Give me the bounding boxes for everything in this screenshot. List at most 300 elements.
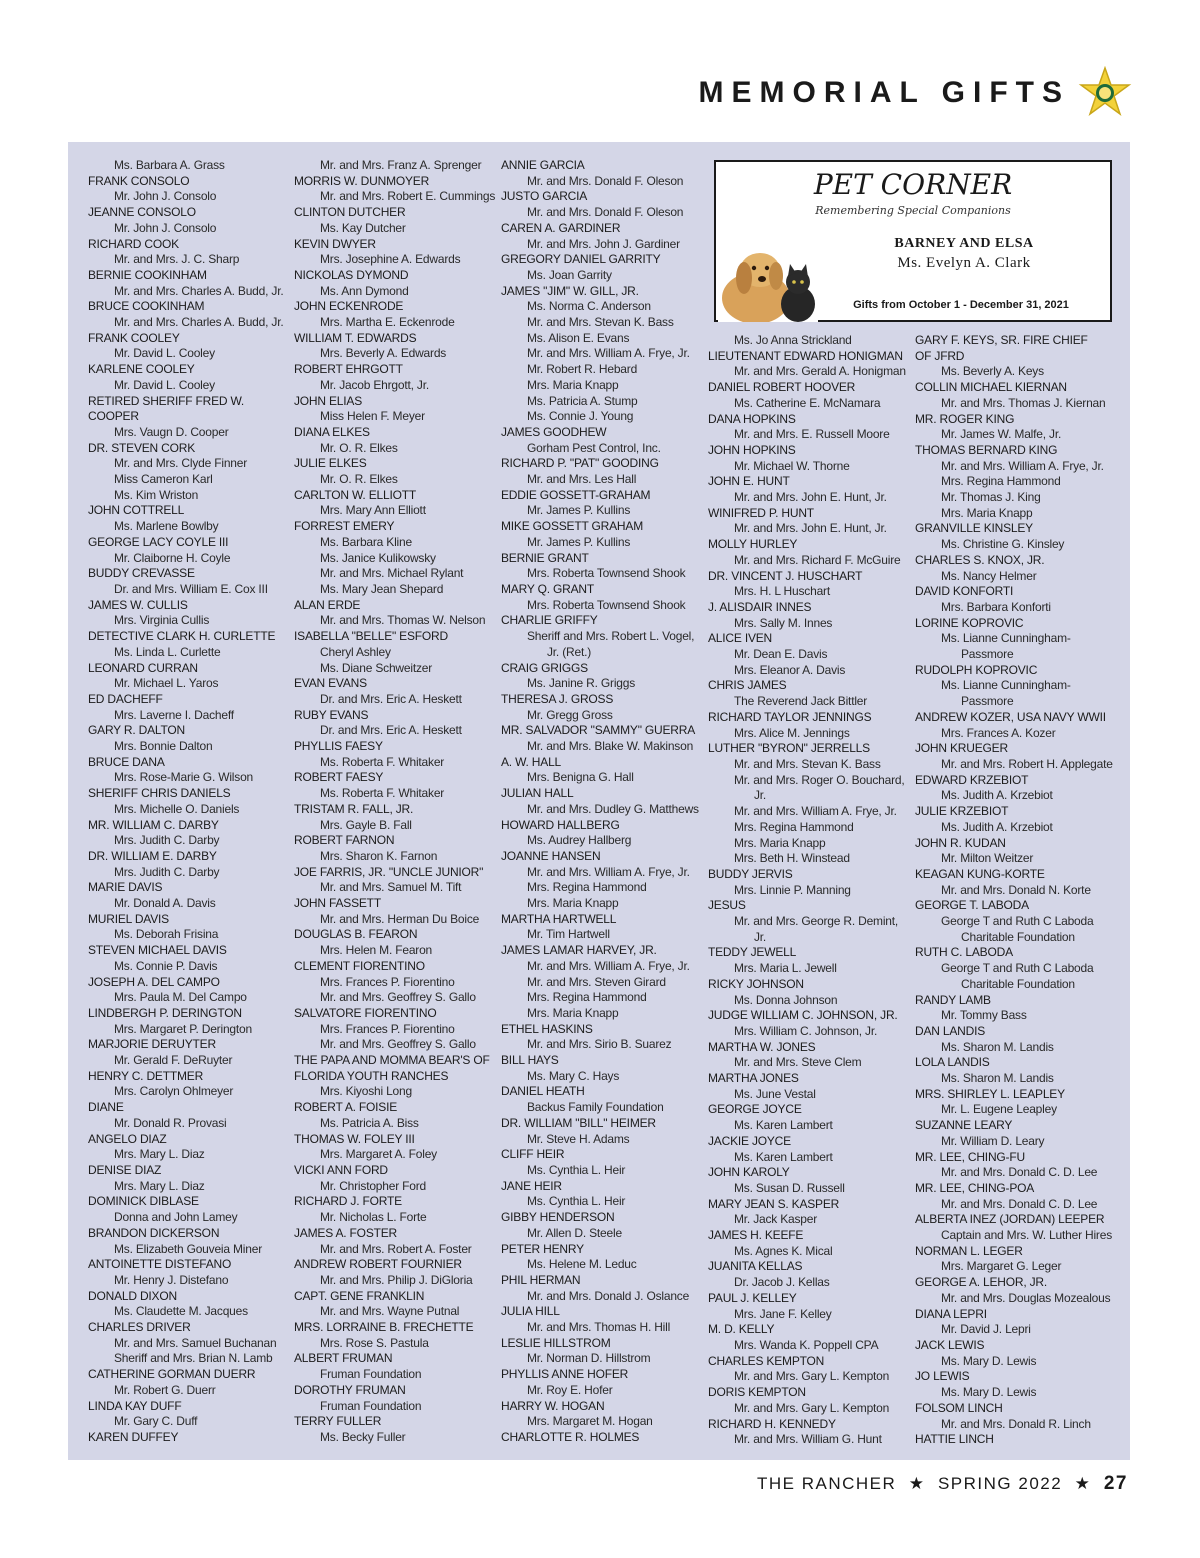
honoree-name: CHARLIE GRIFFY xyxy=(501,613,598,628)
honoree-name: ANDREW KOZER, USA NAVY WWII xyxy=(915,709,1106,724)
pet-corner-subtitle: Remembering Special Companions xyxy=(815,204,1011,217)
donor-name: Mr. L. Eugene Leapley xyxy=(941,1102,1057,1117)
honoree-name: JAMES "JIM" W. GILL, JR. xyxy=(501,283,639,298)
honoree-name: J. ALISDAIR INNES xyxy=(708,599,812,614)
honoree-name: ANGELO DIAZ xyxy=(88,1131,167,1146)
donor-name: Ms. Norma C. Anderson xyxy=(527,299,651,314)
donor-name: Mrs. Kiyoshi Long xyxy=(320,1084,412,1099)
honoree-name: BRANDON DICKERSON xyxy=(88,1225,220,1240)
donor-name: Mr. Claiborne H. Coyle xyxy=(114,550,231,565)
donor-name: Ms. Lianne Cunningham- xyxy=(941,631,1071,646)
honoree-name: CHRIS JAMES xyxy=(708,678,787,693)
donor-name: Mrs. Alice M. Jennings xyxy=(734,725,850,740)
donor-name: Ms. Lianne Cunningham- xyxy=(941,678,1071,693)
honoree-name: HATTIE LINCH xyxy=(915,1432,994,1447)
donor-name: Mrs. Frances P. Fiorentino xyxy=(320,974,455,989)
donor-name: Mr. and Mrs. Thomas W. Nelson xyxy=(320,613,486,628)
donor-name: Mrs. Maria Knapp xyxy=(527,896,619,911)
memorial-column-4 xyxy=(708,333,913,1448)
honoree-name: JOANNE HANSEN xyxy=(501,848,601,863)
donor-name: Mrs. Barbara Konforti xyxy=(941,599,1051,614)
donor-name: Mrs. Sharon K. Farnon xyxy=(320,848,438,863)
donor-name: Mrs. Rose S. Pastula xyxy=(320,1335,429,1350)
honoree-name: JAMES W. CULLIS xyxy=(88,597,188,612)
donor-name: Ms. Connie J. Young xyxy=(527,409,634,424)
honoree-name: JOHN R. KUDAN xyxy=(915,835,1006,850)
donor-name: Ms. Cynthia L. Heir xyxy=(527,1194,626,1209)
donor-name: Mrs. Judith C. Darby xyxy=(114,864,220,879)
donor-name: Dr. and Mrs. Eric A. Heskett xyxy=(320,691,462,706)
donor-name: Ms. Linda L. Curlette xyxy=(114,644,221,659)
honoree-name: LINDBERGH P. DERINGTON xyxy=(88,1005,242,1020)
honoree-name: RETIRED SHERIFF FRED W. xyxy=(88,393,245,408)
honoree-name: WINIFRED P. HUNT xyxy=(708,505,814,520)
donor-name: Mrs. Margaret A. Foley xyxy=(320,1147,437,1162)
donor-name: Cheryl Ashley xyxy=(320,644,391,659)
donor-name: Mrs. Margaret P. Derington xyxy=(114,1021,252,1036)
honoree-name: CLEMENT FIORENTINO xyxy=(294,958,425,973)
donor-name: Mr. and Mrs. Blake W. Makinson xyxy=(527,739,694,754)
honoree-name: DIANE xyxy=(88,1100,124,1115)
donor-name: Mrs. Michelle O. Daniels xyxy=(114,801,240,816)
donor-name: Mr. and Mrs. Richard F. McGuire xyxy=(734,552,901,567)
donor-name: Ms. Deborah Frisina xyxy=(114,927,219,942)
honoree-name: RICHARD TAYLOR JENNINGS xyxy=(708,709,872,724)
donor-name: Ms. June Vestal xyxy=(734,1086,816,1101)
honoree-name: DANA HOPKINS xyxy=(708,411,796,426)
honoree-name: DANIEL HEATH xyxy=(501,1084,585,1099)
donor-name: Mr. and Mrs. Donald J. Oslance xyxy=(527,1288,690,1303)
honoree-name: JUSTO GARCIA xyxy=(501,189,588,204)
star-separator-icon: ★ xyxy=(1068,1474,1098,1493)
donor-name: Mr. Gary C. Duff xyxy=(114,1414,198,1429)
donor-name: Mr. and Mrs. Gary L. Kempton xyxy=(734,1400,890,1415)
honoree-name: NICKOLAS DYMOND xyxy=(294,267,409,282)
honoree-name: DAVID KONFORTI xyxy=(915,584,1014,599)
donor-name: Donna and John Lamey xyxy=(114,1210,238,1225)
donor-name: Mrs. Gayle B. Fall xyxy=(320,817,412,832)
honoree-name: PHYLLIS ANNE HOFER xyxy=(501,1367,629,1382)
donor-name: Mr. Allen D. Steele xyxy=(527,1225,622,1240)
donor-name: Mrs. Regina Hammond xyxy=(527,990,647,1005)
donor-name: Mr. John J. Consolo xyxy=(114,220,217,235)
donor-name: Ms. Susan D. Russell xyxy=(734,1180,845,1195)
honoree-name: ISABELLA "BELLE" ESFORD xyxy=(294,629,448,644)
donor-name: George T and Ruth C Laboda xyxy=(941,914,1094,929)
honoree-name: MARY Q. GRANT xyxy=(501,581,594,596)
honoree-name: JOHN ELIAS xyxy=(294,393,363,408)
donor-name: Ms. Agnes K. Mical xyxy=(734,1243,833,1258)
honoree-name: THOMAS W. FOLEY III xyxy=(294,1131,415,1146)
honoree-name: MARTHA HARTWELL xyxy=(501,911,617,926)
donor-name: Mrs. William C. Johnson, Jr. xyxy=(734,1023,878,1038)
donor-name: Mrs. Martha E. Eckenrode xyxy=(320,315,455,330)
donor-name: Ms. Roberta F. Whitaker xyxy=(320,754,445,769)
donor-name: Ms. Claudette M. Jacques xyxy=(114,1304,248,1319)
honoree-name: GRANVILLE KINSLEY xyxy=(915,521,1033,536)
pet-corner-title: PET CORNER xyxy=(813,168,1013,201)
honoree-name: CAPT. GENE FRANKLIN xyxy=(294,1288,425,1303)
pet-giver: Ms. Evelyn A. Clark xyxy=(897,255,1031,271)
donor-name: Ms. Roberta F. Whitaker xyxy=(320,786,445,801)
honoree-name: JOHN KAROLY xyxy=(708,1165,790,1180)
honoree-name: RUBY EVANS xyxy=(294,707,369,722)
honoree-name: MARTHA JONES xyxy=(708,1071,799,1086)
honoree-name: MORRIS W. DUNMOYER xyxy=(294,173,430,188)
donor-name: Ms. Becky Fuller xyxy=(320,1429,406,1444)
honoree-name: LEONARD CURRAN xyxy=(88,660,198,675)
donor-name: Mr. and Mrs. Steve Clem xyxy=(734,1055,862,1070)
honoree-name: BUDDY JERVIS xyxy=(708,866,793,881)
honoree-name: JAMES H. KEEFE xyxy=(708,1228,804,1243)
donor-name: Mr. and Mrs. William A. Frye, Jr. xyxy=(734,804,897,819)
honoree-name: VICKI ANN FORD xyxy=(294,1163,388,1177)
donor-name: George T and Ruth C Laboda xyxy=(941,961,1094,976)
donor-name: Mr. and Mrs. E. Russell Moore xyxy=(734,427,890,442)
donor-name: Mr. Jacob Ehrgott, Jr. xyxy=(320,377,429,392)
honoree-name: EVAN EVANS xyxy=(294,676,367,691)
honoree-name: JULIA HILL xyxy=(501,1304,560,1319)
donor-name: Dr. and Mrs. William E. Cox III xyxy=(114,581,268,596)
donor-name: Mr. William D. Leary xyxy=(941,1133,1045,1148)
honoree-name: RICHARD P. "PAT" GOODING xyxy=(501,456,659,471)
honoree-name: JAMES GOODHEW xyxy=(501,424,607,439)
honoree-name: JOSEPH A. DEL CAMPO xyxy=(88,974,220,989)
honoree-name: GIBBY HENDERSON xyxy=(501,1210,615,1225)
donor-name: Mrs. Linnie P. Manning xyxy=(734,882,851,897)
donor-name: Mr. and Mrs. Robert E. Cummings xyxy=(320,189,496,204)
donor-name: Mrs. Regina Hammond xyxy=(527,880,647,895)
honoree-name: FLORIDA YOUTH RANCHES xyxy=(294,1068,449,1083)
donor-name: Jr. xyxy=(754,929,767,944)
honoree-name: KARLENE COOLEY xyxy=(88,362,195,377)
honoree-name: KEAGAN KUNG-KORTE xyxy=(915,866,1045,881)
honoree-name: A. W. HALL xyxy=(501,754,562,769)
honoree-name: JOHN ECKENRODE xyxy=(294,299,404,314)
honoree-name: ED DACHEFF xyxy=(88,691,163,706)
donor-name: Mrs. Virginia Cullis xyxy=(114,613,210,628)
honoree-name: MARIE DAVIS xyxy=(88,880,163,895)
donor-name: Mrs. Frances P. Fiorentino xyxy=(320,1021,455,1036)
donor-name: Mr. Gregg Gross xyxy=(527,707,613,722)
donor-name: Mrs. Sally M. Innes xyxy=(734,615,833,630)
honoree-name: GEORGE T. LABODA xyxy=(915,898,1029,913)
honoree-name: THE PAPA AND MOMMA BEAR'S OF xyxy=(294,1053,490,1068)
honoree-name: BUDDY CREVASSE xyxy=(88,566,195,581)
donor-name: Mr. Norman D. Hillstrom xyxy=(527,1351,651,1366)
honoree-name: GARY F. KEYS, SR. FIRE CHIEF xyxy=(915,333,1088,347)
donor-name: Mr. Nicholas L. Forte xyxy=(320,1210,427,1225)
honoree-name: ALBERTA INEZ (JORDAN) LEEPER xyxy=(915,1212,1105,1227)
donor-name: Mrs. Beverly A. Edwards xyxy=(320,346,447,361)
donor-name: Mr. and Mrs. Stevan K. Bass xyxy=(527,315,674,330)
donor-name: Mrs. Vaugn D. Cooper xyxy=(114,424,229,439)
memorial-column-1 xyxy=(88,158,288,1446)
honoree-name: CHARLES S. KNOX, JR. xyxy=(915,552,1045,567)
honoree-name: TEDDY JEWELL xyxy=(708,945,797,960)
donor-name: Mr. and Mrs. Stevan K. Bass xyxy=(734,756,881,771)
donor-name: Ms. Sharon M. Landis xyxy=(941,1071,1054,1086)
donor-name: Captain and Mrs. W. Luther Hires xyxy=(941,1228,1113,1243)
pet-corner-box xyxy=(714,160,1112,322)
donor-name: Ms. Elizabeth Gouveia Miner xyxy=(114,1241,262,1256)
honoree-name: JOHN E. HUNT xyxy=(708,474,790,489)
honoree-name: DOMINICK DIBLASE xyxy=(88,1194,199,1209)
honoree-name: EDWARD KRZEBIOT xyxy=(915,772,1029,787)
honoree-name: GEORGE A. LEHOR, JR. xyxy=(915,1275,1048,1290)
honoree-name: CHARLES KEMPTON xyxy=(708,1353,825,1368)
donor-name: Mr. and Mrs. Dudley G. Matthews xyxy=(527,801,699,816)
donor-name: Ms. Patricia A. Stump xyxy=(527,393,638,408)
honoree-name: JUDGE WILLIAM C. JOHNSON, JR. xyxy=(708,1008,898,1023)
donor-name: Mr. and Mrs. William A. Frye, Jr. xyxy=(527,346,690,361)
honoree-name: HENRY C. DETTMER xyxy=(88,1068,204,1083)
honoree-name: ROBERT FAESY xyxy=(294,770,384,785)
donor-name: Mrs. Laverne I. Dacheff xyxy=(114,707,234,722)
page-title: MEMORIAL GIFTS xyxy=(698,76,1070,109)
honoree-name: LORINE KOPROVIC xyxy=(915,615,1024,630)
donor-name: Mr. and Mrs. Donald F. Oleson xyxy=(527,205,684,220)
donor-name: Mr. and Mrs. Wayne Putnal xyxy=(320,1304,460,1319)
donor-name: Mr. Gerald F. DeRuyter xyxy=(114,1053,233,1068)
honoree-name: HOWARD HALLBERG xyxy=(501,817,620,832)
dog-and-cat-illustration xyxy=(718,240,818,322)
honoree-name: JULIAN HALL xyxy=(501,786,574,801)
honoree-name: CHARLES DRIVER xyxy=(88,1320,191,1335)
donor-name: Mrs. Maria Knapp xyxy=(941,505,1033,520)
honoree-name: MR. LEE, CHING-POA xyxy=(915,1180,1035,1195)
honoree-name: JO LEWIS xyxy=(915,1369,970,1384)
donor-name: Mr. Jack Kasper xyxy=(734,1212,818,1227)
honoree-name: BERNIE COOKINHAM xyxy=(88,267,207,282)
honoree-name: DR. WILLIAM "BILL" HEIMER xyxy=(501,1115,656,1130)
donor-name: Mr. and Mrs. Donald F. Oleson xyxy=(527,173,684,188)
honoree-name: RANDY LAMB xyxy=(915,992,991,1007)
issue-season: SPRING 2022 xyxy=(937,1474,1063,1493)
donor-name: Ms. Judith A. Krzebiot xyxy=(941,819,1053,834)
donor-name: Mr. and Mrs. Sirio B. Suarez xyxy=(527,1037,672,1052)
honoree-name: NORMAN L. LEGER xyxy=(915,1243,1023,1258)
donor-name: Ms. Jo Anna Strickland xyxy=(734,333,852,347)
donor-name: Mr. O. R. Elkes xyxy=(320,472,398,487)
donor-name: Mr. Henry J. Distefano xyxy=(114,1272,229,1287)
honoree-name: DAN LANDIS xyxy=(915,1023,986,1038)
donor-name: Ms. Mary Jean Shepard xyxy=(320,581,444,596)
honoree-name: JULIE ELKES xyxy=(294,456,367,471)
donor-name: Mrs. Regina Hammond xyxy=(734,819,854,834)
donor-name: Mr. Robert R. Hebard xyxy=(527,362,638,377)
donor-name: Mr. and Mrs. Douglas Mozealous xyxy=(941,1290,1111,1305)
donor-name: Fruman Foundation xyxy=(320,1398,422,1413)
donor-name: Mrs. Margaret M. Hogan xyxy=(527,1414,653,1429)
memorial-column-5 xyxy=(915,333,1127,1448)
honoree-name: MRS. SHIRLEY L. LEAPLEY xyxy=(915,1086,1065,1101)
honoree-name: PAUL J. KELLEY xyxy=(708,1290,797,1305)
donor-name: Mr. and Mrs. John J. Gardiner xyxy=(527,236,680,251)
donor-name: Ms. Alison E. Evans xyxy=(527,330,630,345)
honoree-name: COOPER xyxy=(88,409,139,424)
honoree-name: LOLA LANDIS xyxy=(915,1055,990,1070)
donor-name: Mr. Robert G. Duerr xyxy=(114,1382,216,1397)
honoree-name: DR. WILLIAM E. DARBY xyxy=(88,848,217,863)
donor-name: Mr. and Mrs. William G. Hunt xyxy=(734,1432,882,1447)
donor-name: The Reverend Jack Bittler xyxy=(734,694,868,709)
publication-name: THE RANCHER xyxy=(757,1474,897,1493)
donor-name: Mr. and Mrs. Roger O. Bouchard, xyxy=(734,772,905,787)
donor-name: Ms. Karen Lambert xyxy=(734,1118,833,1133)
donor-name: Ms. Marlene Bowlby xyxy=(114,519,219,534)
donor-name: Mr. and Mrs. Geoffrey S. Gallo xyxy=(320,1037,476,1052)
donor-name: Mr. Tommy Bass xyxy=(941,1008,1027,1023)
donor-name: Ms. Connie P. Davis xyxy=(114,958,218,973)
honoree-name: ANNIE GARCIA xyxy=(501,158,585,172)
honoree-name: ETHEL HASKINS xyxy=(501,1021,593,1036)
donor-name: Ms. Kay Dutcher xyxy=(320,220,406,235)
donor-name: Mr. and Mrs. Donald C. D. Lee xyxy=(941,1196,1098,1211)
donor-name: Ms. Barbara A. Grass xyxy=(114,158,225,172)
honoree-name: JACKIE JOYCE xyxy=(708,1133,791,1148)
honoree-name: M. D. KELLY xyxy=(708,1322,775,1337)
donor-name: Mrs. Jane F. Kelley xyxy=(734,1306,832,1321)
honoree-name: ROBERT A. FOISIE xyxy=(294,1100,398,1115)
donor-name: Mr. Milton Weitzer xyxy=(941,851,1034,866)
donor-name: Mr. and Mrs. Samuel Buchanan xyxy=(114,1335,277,1350)
honoree-name: DIANA ELKES xyxy=(294,424,370,439)
honoree-name: GREGORY DANIEL GARRITY xyxy=(501,252,661,267)
donor-name: Mr. Donald A. Davis xyxy=(114,896,216,911)
honoree-name: MARJORIE DERUYTER xyxy=(88,1037,216,1052)
honoree-name: ALAN ERDE xyxy=(294,597,361,612)
donor-name: Mr. and Mrs. John E. Hunt, Jr. xyxy=(734,490,887,505)
donor-name: Mrs. Wanda K. Poppell CPA xyxy=(734,1338,879,1352)
honoree-name: ANTOINETTE DISTEFANO xyxy=(88,1257,232,1272)
donor-name: Mrs. Helen M. Fearon xyxy=(320,943,433,958)
donor-name: Passmore xyxy=(961,647,1014,662)
honoree-name: LINDA KAY DUFF xyxy=(88,1398,182,1413)
donor-name: Ms. Cynthia L. Heir xyxy=(527,1163,626,1177)
honoree-name: JAMES LAMAR HARVEY, JR. xyxy=(501,943,657,958)
honoree-name: DOROTHY FRUMAN xyxy=(294,1382,406,1397)
donor-name: Mr. O. R. Elkes xyxy=(320,440,398,455)
donor-name: Jr. (Ret.) xyxy=(547,644,592,659)
honoree-name: MR. LEE, CHING-FU xyxy=(915,1149,1025,1164)
honoree-name: PHYLLIS FAESY xyxy=(294,739,383,754)
donor-name: Mr. and Mrs. Donald C. D. Lee xyxy=(941,1165,1098,1180)
donor-name: Mrs. Josephine A. Edwards xyxy=(320,252,461,267)
honoree-name: JANE HEIR xyxy=(501,1178,562,1193)
donor-name: Backus Family Foundation xyxy=(527,1100,664,1115)
donor-name: Mrs. Paula M. Del Campo xyxy=(114,990,247,1005)
donor-name: Mr. and Mrs. Geoffrey S. Gallo xyxy=(320,990,476,1005)
honoree-name: KAREN DUFFEY xyxy=(88,1429,179,1444)
gifts-period: Gifts from October 1 - December 31, 2021 xyxy=(853,299,1069,311)
donor-name: Mrs. Mary Ann Elliott xyxy=(320,503,426,518)
honoree-name: THERESA J. GROSS xyxy=(501,691,614,706)
donor-name: Mr. Steve H. Adams xyxy=(527,1131,630,1146)
honoree-name: DR. STEVEN CORK xyxy=(88,440,196,455)
donor-name: Ms. Janice Kulikowsky xyxy=(320,550,436,565)
honoree-name: RICHARD J. FORTE xyxy=(294,1194,402,1209)
donor-name: Mrs. Rose-Marie G. Wilson xyxy=(114,770,254,785)
donor-name: Mr. and Mrs. Charles A. Budd, Jr. xyxy=(114,315,284,330)
page-number: 27 xyxy=(1103,1473,1128,1494)
donor-name: Mr. Roy E. Hofer xyxy=(527,1382,613,1397)
donor-name: Mr. and Mrs. Clyde Finner xyxy=(114,456,248,471)
donor-name: Mr. and Mrs. Steven Girard xyxy=(527,974,666,989)
donor-name: Mrs. Eleanor A. Davis xyxy=(734,662,846,677)
donor-name: Mr. and Mrs. J. C. Sharp xyxy=(114,252,240,267)
honoree-name: RICHARD COOK xyxy=(88,236,179,251)
donor-name: Mr. and Mrs. Charles A. Budd, Jr. xyxy=(114,283,284,298)
honoree-name: JOHN FASSETT xyxy=(294,896,381,911)
honoree-name: ROBERT FARNON xyxy=(294,833,395,848)
donor-name: Mrs. Maria L. Jewell xyxy=(734,961,837,976)
honoree-name: JAMES A. FOSTER xyxy=(294,1225,398,1240)
honoree-name: SUZANNE LEARY xyxy=(915,1118,1013,1133)
honoree-name: GEORGE JOYCE xyxy=(708,1102,802,1117)
honoree-name: LIEUTENANT EDWARD HONIGMAN xyxy=(708,348,903,363)
honoree-name: FOLSOM LINCH xyxy=(915,1400,1003,1415)
donor-name: Mrs. Regina Hammond xyxy=(941,474,1061,489)
donor-name: Ms. Karen Lambert xyxy=(734,1149,833,1164)
donor-name: Mrs. Carolyn Ohlmeyer xyxy=(114,1084,234,1099)
honoree-name: ALICE IVEN xyxy=(708,631,773,646)
donor-name: Mr. Thomas J. King xyxy=(941,490,1041,505)
honoree-name: JOHN KRUEGER xyxy=(915,741,1008,756)
honoree-name: CARLTON W. ELLIOTT xyxy=(294,487,416,502)
honoree-name: JOHN COTTRELL xyxy=(88,503,185,518)
donor-name: Ms. Nancy Helmer xyxy=(941,568,1037,583)
donor-name: Mr. and Mrs. Donald N. Korte xyxy=(941,882,1091,897)
donor-name: Mrs. Judith C. Darby xyxy=(114,833,220,848)
honoree-name: ANDREW ROBERT FOURNIER xyxy=(294,1257,462,1272)
donor-name: Jr. xyxy=(754,788,767,803)
donor-name: Dr. and Mrs. Eric A. Heskett xyxy=(320,723,462,738)
donor-name: Mrs. Maria Knapp xyxy=(527,377,619,392)
honoree-name: TERRY FULLER xyxy=(294,1414,382,1429)
honoree-name: RUDOLPH KOPROVIC xyxy=(915,662,1038,677)
honoree-name: JOE FARRIS, JR. "UNCLE JUNIOR" xyxy=(294,864,484,879)
honoree-name: BERNIE GRANT xyxy=(501,550,589,565)
donor-name: Mrs. Mary L. Diaz xyxy=(114,1147,205,1162)
donor-name: Mr. and Mrs. William A. Frye, Jr. xyxy=(527,958,690,973)
honoree-name: SHERIFF CHRIS DANIELS xyxy=(88,786,231,801)
honoree-name: OF JFRD xyxy=(915,348,965,363)
honoree-name: HARRY W. HOGAN xyxy=(501,1398,605,1413)
honoree-name: FORREST EMERY xyxy=(294,519,395,534)
donor-name: Ms. Sharon M. Landis xyxy=(941,1039,1054,1054)
honoree-name: DONALD DIXON xyxy=(88,1288,177,1303)
donor-name: Mr. and Mrs. Franz A. Sprenger xyxy=(320,158,482,172)
honoree-name: BRUCE DANA xyxy=(88,754,165,769)
honoree-name: FRANK CONSOLO xyxy=(88,173,190,188)
honoree-name: CATHERINE GORMAN DUERR xyxy=(88,1367,256,1382)
donor-name: Charitable Foundation xyxy=(961,976,1075,991)
donor-name: Mr. David J. Lepri xyxy=(941,1322,1031,1337)
honoree-name: MR. SALVADOR "SAMMY" GUERRA xyxy=(501,723,696,738)
donor-name: Ms. Mary D. Lewis xyxy=(941,1385,1037,1400)
honoree-name: PETER HENRY xyxy=(501,1241,584,1256)
donor-name: Mr. and Mrs. Gary L. Kempton xyxy=(734,1369,890,1384)
honoree-name: JEANNE CONSOLO xyxy=(88,205,196,220)
donor-name: Mr. Michael L. Yaros xyxy=(114,676,219,691)
honoree-name: DETECTIVE CLARK H. CURLETTE xyxy=(88,629,276,644)
donor-name: Mrs. Benigna G. Hall xyxy=(527,770,634,785)
donor-name: Ms. Audrey Hallberg xyxy=(527,833,632,848)
donor-name: Ms. Barbara Kline xyxy=(320,534,412,549)
donor-name: Mr. and Mrs. Michael Rylant xyxy=(320,566,464,581)
donor-name: Mr. Dean E. Davis xyxy=(734,647,828,662)
